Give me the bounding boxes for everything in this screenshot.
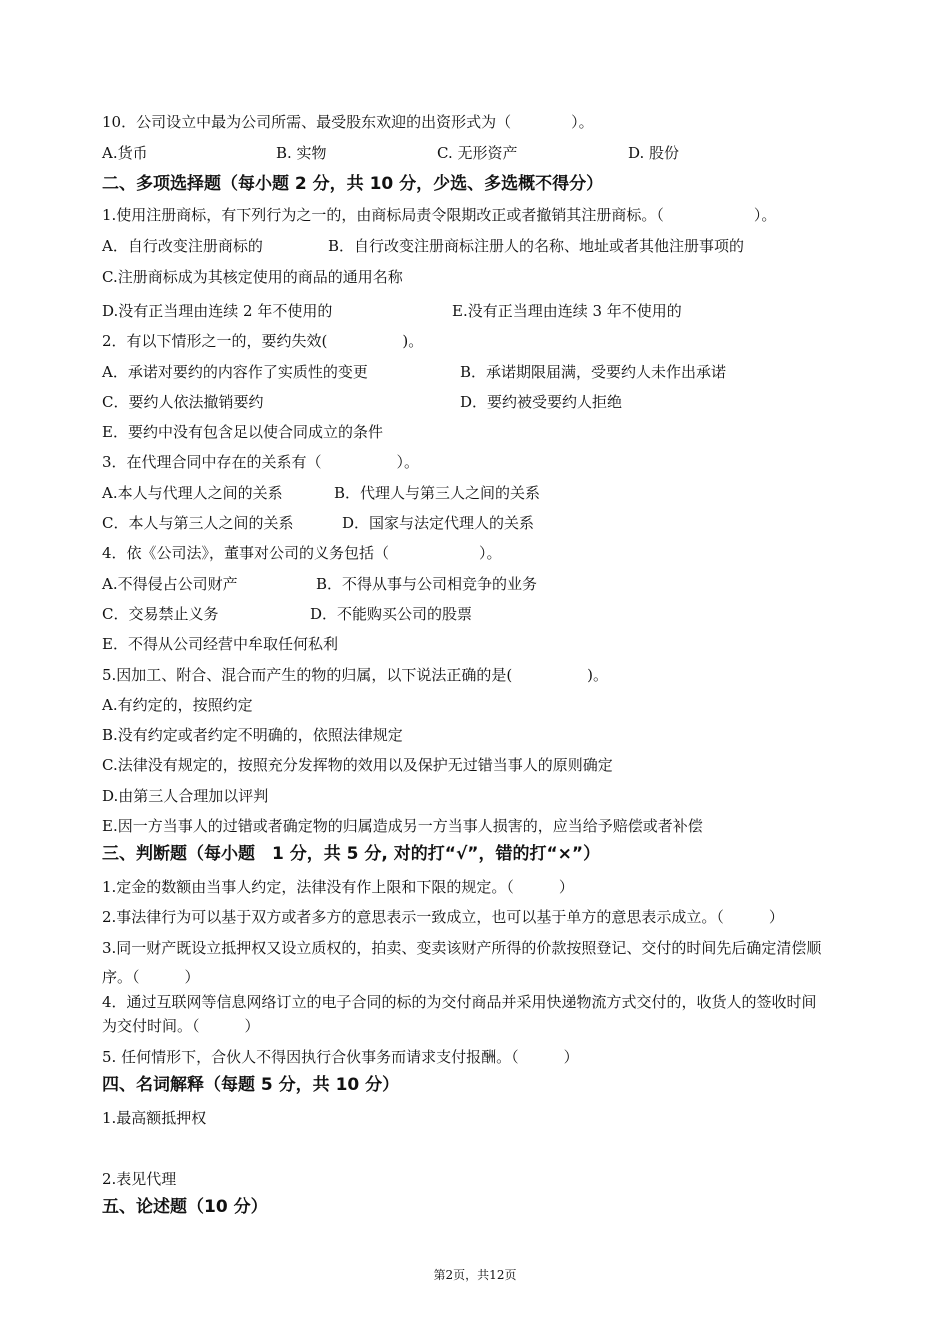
s3-question-5: 5. 任何情形下，合伙人不得因执行合伙事务而请求支付报酬。（ ） xyxy=(102,1048,579,1066)
question-10-option-d: D. 股份 xyxy=(628,144,680,162)
question-10-option-c: C. 无形资产 xyxy=(437,144,518,162)
s2-question-2-option-e: E．要约中没有包含足以使合同成立的条件 xyxy=(102,423,383,441)
question-10-option-b: B. 实物 xyxy=(276,144,327,162)
question-10-stem: 10．公司设立中最为公司所需、最受股东欢迎的出资形式为（ ）。 xyxy=(102,113,594,131)
question-10-option-a: A.货币 xyxy=(102,144,148,162)
s2-question-4-option-c: C．交易禁止义务 xyxy=(102,605,219,623)
section-4-title: 四、名词解释（每题 5 分，共 10 分） xyxy=(102,1075,400,1095)
s2-question-3-option-d: D．国家与法定代理人的关系 xyxy=(342,514,535,532)
s3-question-3-line-1: 3.同一财产既设立抵押权又设立质权的，拍卖、变卖该财产所得的价款按照登记、交付的时间先后确定清偿顺 xyxy=(102,939,822,957)
section-2-title: 二、多项选择题（每小题 2 分，共 10 分，少选、多选概不得分） xyxy=(102,174,604,194)
s2-question-1-option-a: A．自行改变注册商标的 xyxy=(102,237,263,255)
s2-question-1-option-d: D.没有正当理由连续 2 年不使用的 xyxy=(102,302,333,320)
s2-question-1-option-c: C.注册商标成为其核定使用的商品的通用名称 xyxy=(102,268,403,286)
s4-term-1: 1.最高额抵押权 xyxy=(102,1109,207,1127)
s2-question-2-stem: 2．有以下情形之一的，要约失效( )。 xyxy=(102,332,424,350)
s2-question-3-option-b: B．代理人与第三人之间的关系 xyxy=(334,484,541,502)
s2-question-5-option-a: A.有约定的，按照约定 xyxy=(102,696,253,714)
s2-question-5-option-b: B.没有约定或者约定不明确的，依照法律规定 xyxy=(102,726,403,744)
s3-question-2: 2.事法律行为可以基于双方或者多方的意思表示一致成立，也可以基于单方的意思表示成立。（ ） xyxy=(102,908,784,926)
s2-question-2-option-d: D．要约被受要约人拒绝 xyxy=(460,393,623,411)
s3-question-4-line-1: 4．通过互联网等信息网络订立的电子合同的标的为交付商品并采用快递物流方式交付的，收货人的签收时间 xyxy=(102,993,817,1011)
s2-question-4-option-a: A.不得侵占公司财产 xyxy=(102,575,238,593)
s2-question-2-option-c: C．要约人依法撤销要约 xyxy=(102,393,264,411)
s3-question-3-line-2: 序。（ ） xyxy=(102,968,200,986)
s3-question-4-line-2: 为交付时间。（ ） xyxy=(102,1017,260,1035)
s2-question-3-option-c: C．本人与第三人之间的关系 xyxy=(102,514,294,532)
section-5-title: 五、论述题（10 分） xyxy=(102,1197,268,1217)
s2-question-4-option-b: B．不得从事与公司相竞争的业务 xyxy=(316,575,538,593)
s2-question-1-option-e: E.没有正当理由连续 3 年不使用的 xyxy=(452,302,682,320)
s2-question-4-option-e: E．不得从公司经营中牟取任何私利 xyxy=(102,635,338,653)
s4-term-2: 2.表见代理 xyxy=(102,1170,177,1188)
s2-question-5-option-d: D.由第三人合理加以评判 xyxy=(102,787,269,805)
s2-question-5-option-c: C.法律没有规定的，按照充分发挥物的效用以及保护无过错当事人的原则确定 xyxy=(102,756,613,774)
s3-question-1: 1.定金的数额由当事人约定，法律没有作上限和下限的规定。（ ） xyxy=(102,878,574,896)
s2-question-4-option-d: D．不能购买公司的股票 xyxy=(310,605,473,623)
s2-question-1-stem: 1.使用注册商标，有下列行为之一的，由商标局责令限期改正或者撤销其注册商标。（ ）。 xyxy=(102,206,777,224)
s2-question-5-stem: 5.因加工、附合、混合而产生的物的归属，以下说法正确的是( )。 xyxy=(102,666,609,684)
s2-question-2-option-a: A．承诺对要约的内容作了实质性的变更 xyxy=(102,363,368,381)
s2-question-3-stem: 3．在代理合同中存在的关系有（ ）。 xyxy=(102,453,420,471)
s2-question-4-stem: 4．依《公司法》，董事对公司的义务包括（ ）。 xyxy=(102,544,502,562)
section-3-title: 三、判断题（每小题 1 分，共 5 分, 对的打“√”，错的打“×”） xyxy=(102,844,601,864)
s2-question-1-option-b: B．自行改变注册商标注册人的名称、地址或者其他注册事项的 xyxy=(328,237,745,255)
s2-question-5-option-e: E.因一方当事人的过错或者确定物的归属造成另一方当事人损害的，应当给予赔偿或者补偿 xyxy=(102,817,703,835)
s2-question-2-option-b: B．承诺期限届满，受要约人未作出承诺 xyxy=(460,363,727,381)
page-number-footer: 第2页，共12页 xyxy=(433,1268,517,1282)
s2-question-3-option-a: A.本人与代理人之间的关系 xyxy=(102,484,283,502)
